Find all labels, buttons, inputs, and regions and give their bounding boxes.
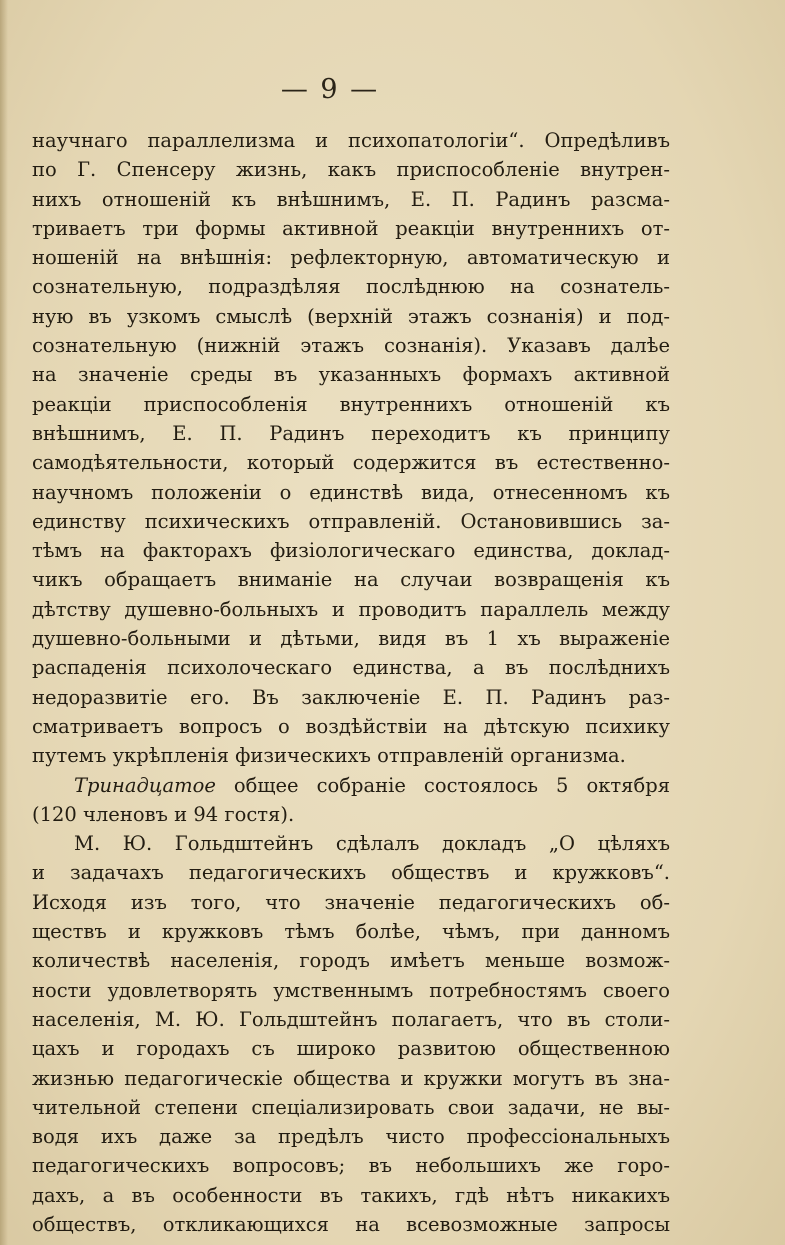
text-line — [32, 946, 670, 975]
text-line — [32, 1034, 670, 1063]
text-line — [32, 390, 670, 419]
line-text: (120 членовъ и 94 гостя). — [32, 802, 295, 826]
text-line — [32, 976, 670, 1005]
text-line — [32, 858, 670, 887]
text-line — [32, 302, 670, 331]
line-text: реакціи приспособленія внутреннихъ отношеній къ — [32, 392, 670, 416]
line-text: единству психическихъ отправленій. Остановившись за- — [32, 509, 670, 533]
text-line — [32, 272, 670, 301]
line-text: распаденія психолоческаго единства, а въ послѣднихъ — [32, 656, 670, 680]
line-text: ношеній на внѣшнія: рефлекторную, автоматическую и — [32, 246, 670, 270]
text-line — [32, 536, 670, 565]
italic-ordinal: Тринадцатое — [74, 773, 216, 797]
text-line — [32, 478, 670, 507]
line-text: ности удовлетворять умственнымъ потребностямъ своего — [32, 978, 670, 1002]
text-line — [32, 155, 670, 184]
line-text: сознательную, подраздѣляя послѣднюю на сознатель- — [32, 275, 670, 299]
text-line — [32, 741, 670, 770]
line-text: душевно-больными и дѣтьми, видя въ 1 хъ выраженіе — [32, 627, 670, 651]
line-text: водя ихъ даже за предѣлъ чисто профессіональныхъ — [32, 1125, 670, 1149]
text-line — [32, 624, 670, 653]
line-text: общее собраніе состоялось 5 октября — [215, 773, 670, 797]
line-text: и задачахъ педагогическихъ обществъ и кружковъ“. — [32, 861, 670, 885]
text-line — [32, 653, 670, 682]
text-line — [32, 448, 670, 477]
text-line — [32, 331, 670, 360]
text-line — [32, 507, 670, 536]
text-line — [32, 214, 670, 243]
text-line — [32, 712, 670, 741]
body-text — [32, 126, 670, 1239]
line-text: жизнью педагогическіе общества и кружки могутъ въ зна- — [32, 1066, 670, 1090]
text-line — [32, 1210, 670, 1239]
line-text: Исходя изъ того, что значеніе педагогическихъ об- — [32, 890, 670, 914]
text-line — [32, 917, 670, 946]
text-line — [32, 126, 670, 155]
text-line — [32, 419, 670, 448]
line-text: ществъ и кружковъ тѣмъ болѣе, чѣмъ, при данномъ — [32, 920, 670, 944]
line-text: обществъ, откликающихся на всевозможные запросы — [32, 1212, 670, 1236]
line-text: населенія, М. Ю. Гольдштейнъ полагаетъ, что въ столи- — [32, 1007, 670, 1031]
line-text: педагогическихъ вопросовъ; въ небольшихъ же горо- — [32, 1154, 670, 1178]
text-line — [32, 185, 670, 214]
text-line — [32, 771, 670, 800]
line-text: сознательную (нижній этажъ сознанія). Указавъ далѣе — [32, 334, 670, 358]
line-text: на значеніе среды въ указанныхъ формахъ активной — [32, 363, 670, 387]
text-line — [32, 1151, 670, 1180]
text-line — [32, 360, 670, 389]
line-text: сматриваетъ вопросъ о воздѣйствіи на дѣтскую психику — [32, 714, 670, 738]
line-text: путемъ укрѣпленія физическихъ отправленій организма. — [32, 744, 626, 768]
text-line — [32, 683, 670, 712]
page-spine-shadow — [0, 0, 8, 1245]
line-text: научнаго параллелизма и психопатологіи“. Опредѣливъ — [32, 129, 670, 152]
line-text: самодѣятельности, который содержится въ естественно- — [32, 451, 670, 475]
line-text: внѣшнимъ, Е. П. Радинъ переходитъ къ принципу — [32, 421, 670, 445]
line-text: нихъ отношеній къ внѣшнимъ, Е. П. Радинъ разсма- — [32, 187, 670, 211]
line-text: количествѣ населенія, городъ имѣетъ меньше возмож- — [32, 949, 670, 973]
text-line — [32, 800, 670, 829]
text-line — [32, 1122, 670, 1151]
line-text: М. Ю. Гольдштейнъ сдѣлалъ докладъ „О цѣляхъ — [74, 832, 670, 856]
text-line — [32, 1005, 670, 1034]
page-number: — 9 — — [280, 74, 380, 105]
line-text: научномъ положеніи о единствѣ вида, отнесенномъ къ — [32, 480, 670, 504]
text-line — [32, 243, 670, 272]
text-line — [32, 1093, 670, 1122]
line-text: тѣмъ на факторахъ физіологическаго единства, доклад- — [32, 539, 670, 563]
line-text: цахъ и городахъ съ широко развитою общественною — [32, 1037, 670, 1061]
line-text: триваетъ три формы активной реакціи внутреннихъ от- — [32, 216, 670, 240]
line-text: ную въ узкомъ смыслѣ (верхній этажъ сознанія) и под- — [32, 304, 670, 328]
text-line — [32, 1064, 670, 1093]
text-line — [32, 829, 670, 858]
text-line — [32, 565, 670, 594]
line-text: недоразвитіе его. Въ заключеніе Е. П. Радинъ раз- — [32, 685, 670, 709]
line-text: чительной степени спеціализировать свои задачи, не вы- — [32, 1095, 670, 1119]
line-text: дахъ, а въ особенности въ такихъ, гдѣ нѣтъ никакихъ — [32, 1183, 670, 1207]
line-text: чикъ обращаетъ вниманіе на случаи возвращенія къ — [32, 568, 670, 592]
line-text: по Г. Спенсеру жизнь, какъ приспособленіе внутрен- — [32, 158, 670, 182]
text-line — [32, 1181, 670, 1210]
text-line — [32, 595, 670, 624]
line-text: дѣтству душевно-больныхъ и проводитъ параллель между — [32, 597, 670, 621]
text-line — [32, 888, 670, 917]
